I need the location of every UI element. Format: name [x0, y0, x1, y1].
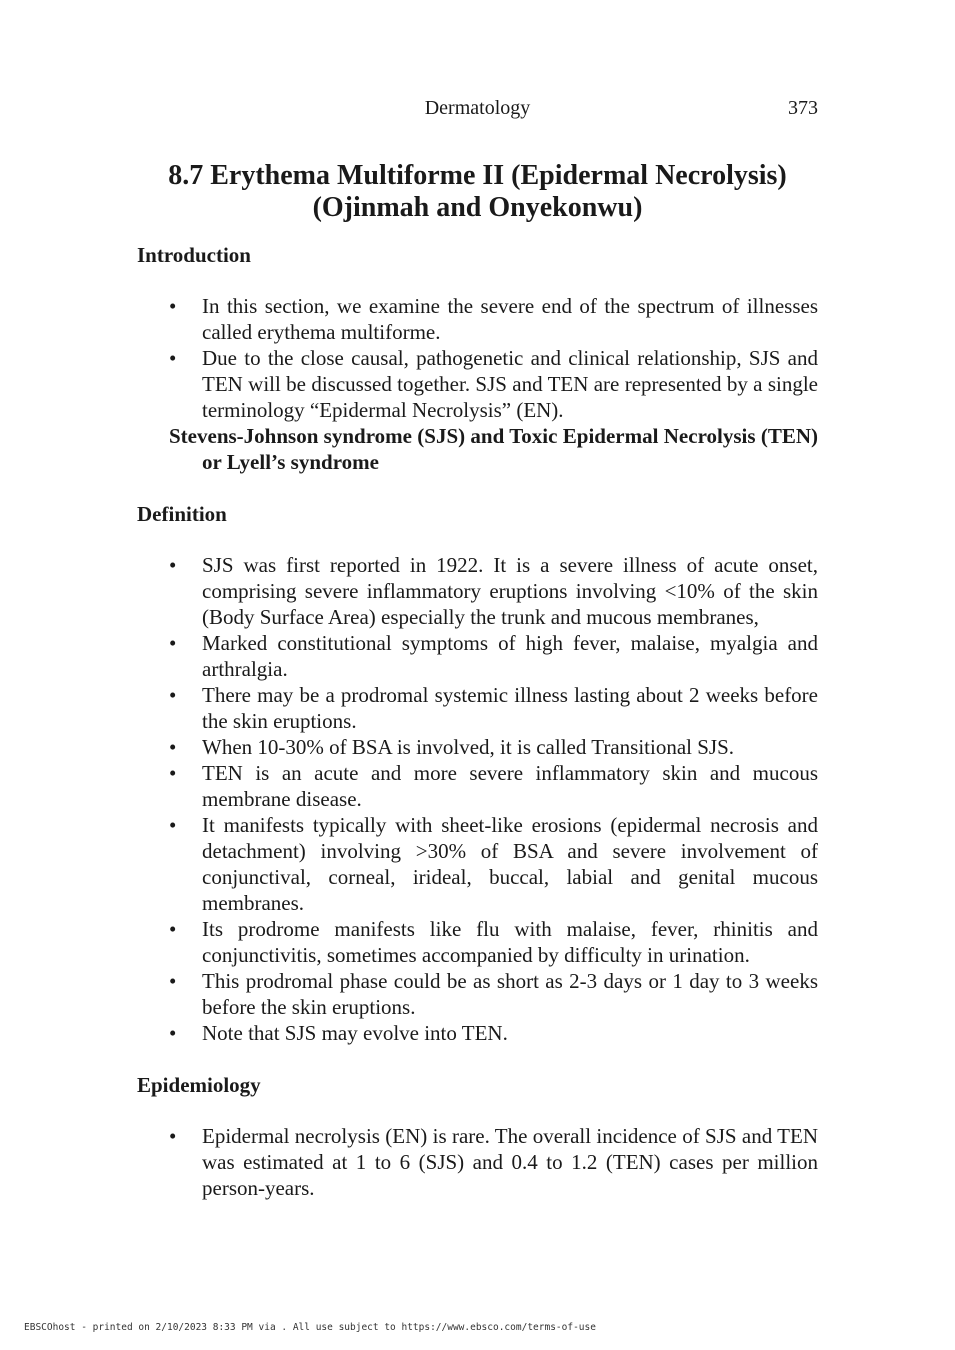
list-item: • Marked constitutional symptoms of high fever, malaise, myalgia and arthralgia. [137, 630, 818, 682]
page-title-line-2: (Ojinmah and Onyekonwu) [312, 192, 643, 223]
introduction-heading: Introduction [137, 243, 251, 267]
page-number: 373 [788, 97, 818, 119]
page-title [137, 160, 818, 224]
main-content [137, 242, 818, 1201]
sjs-ten-subheading: Stevens-Johnson syndrome (SJS) and Toxic Epidermal Necrolysis (TEN) or Lyell’s syndrome [169, 424, 818, 474]
list-item: • Due to the close causal, pathogenetic and clinical relationship, SJS and TEN will be discussed together. SJS and TEN are represented by a single terminology “Epidermal Necrolysis” (EN). [137, 345, 818, 423]
list-item: • Its prodrome manifests like flu with malaise, fever, rhinitis and conjunctivitis, sometimes accompanied by difficulty in urination. [137, 916, 818, 968]
introduction-list [137, 293, 818, 423]
list-item: • It manifests typically with sheet-like erosions (epidermal necrosis and detachment) involving >30% of BSA and severe involvement of conjunctival, corneal, irideal, buccal, labial and genital mucous membranes. [137, 812, 818, 916]
page-title-line-1: 8.7 Erythema Multiforme II (Epidermal Necrolysis) [168, 160, 787, 191]
list-item: • SJS was first reported in 1922. It is a severe illness of acute onset, comprising severe inflammatory eruptions involving <10% of the skin (Body Surface Area) especially the trunk and mucous membranes, [137, 552, 818, 630]
list-item: • Note that SJS may evolve into TEN. [137, 1020, 818, 1046]
list-item: • TEN is an acute and more severe inflammatory skin and mucous membrane disease. [137, 760, 818, 812]
definition-heading: Definition [137, 502, 227, 526]
list-item: • There may be a prodromal systemic illness lasting about 2 weeks before the skin eruptions. [137, 682, 818, 734]
footer-notice: EBSCOhost - printed on 2/10/2023 8:33 PM via . All use subject to https://www.ebsco.com/terms-of-use [24, 1322, 596, 1333]
list-item: • This prodromal phase could be as short as 2-3 days or 1 day to 3 weeks before the skin eruptions. [137, 968, 818, 1020]
epidemiology-list [137, 1123, 818, 1201]
definition-list [137, 552, 818, 1046]
running-title: Dermatology [424, 97, 531, 119]
list-item: • When 10-30% of BSA is involved, it is called Transitional SJS. [137, 734, 818, 760]
list-item: • Epidermal necrolysis (EN) is rare. The overall incidence of SJS and TEN was estimated at 1 to 6 (SJS) and 0.4 to 1.2 (TEN) cases per million person-years. [137, 1123, 818, 1201]
list-item: • In this section, we examine the severe end of the spectrum of illnesses called erythema multiforme. [137, 293, 818, 345]
epidemiology-heading: Epidemiology [137, 1073, 261, 1097]
